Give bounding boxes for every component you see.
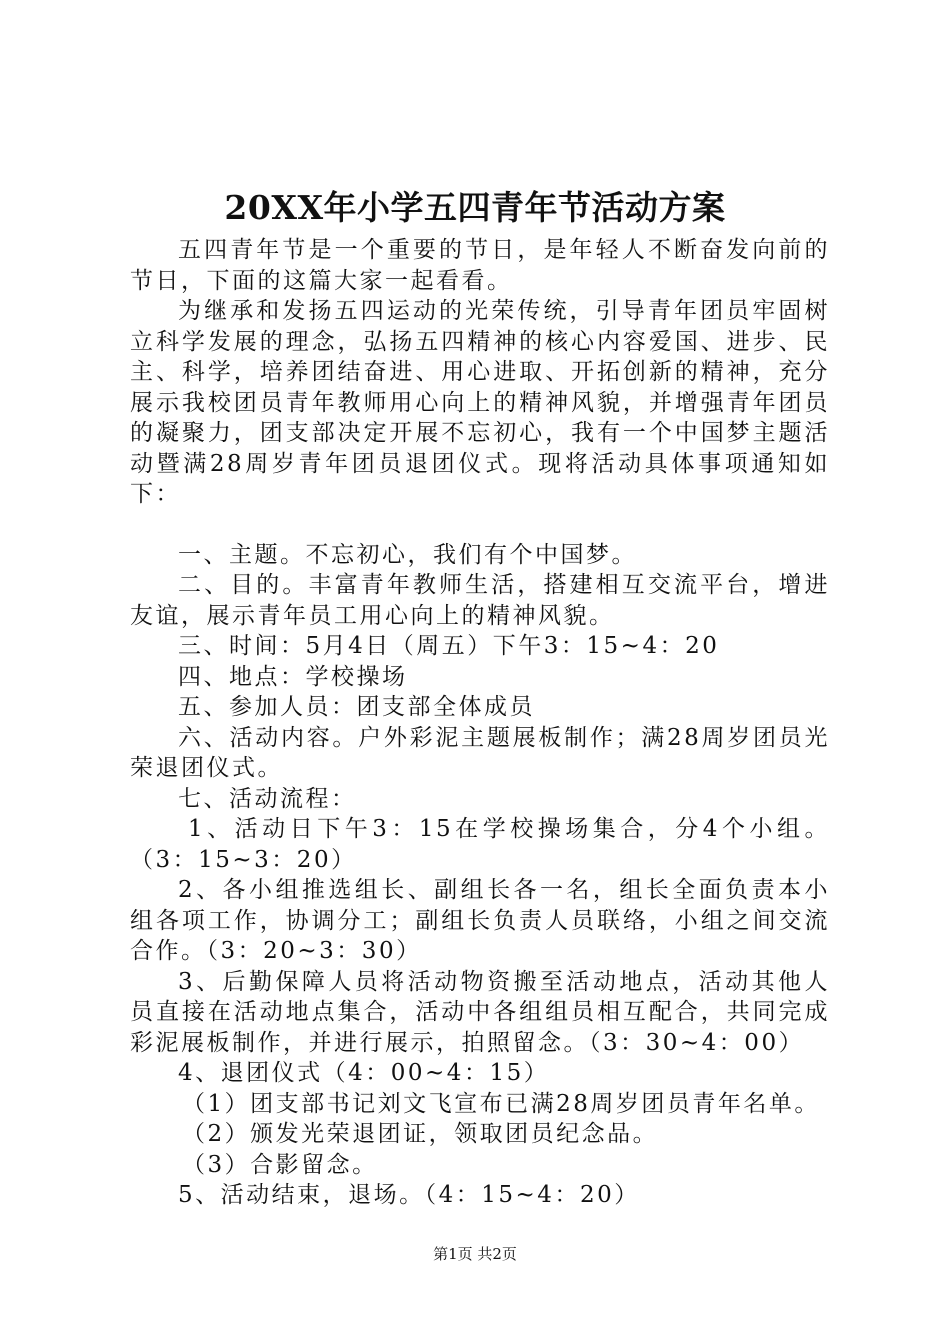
participants-item: 五、参加人员：团支部全体成员 bbox=[178, 694, 535, 720]
content-item: 六、活动内容。户外彩泥主题展板制作；满28周岁团员光荣退团仪式。 bbox=[130, 724, 830, 781]
document-body bbox=[130, 235, 830, 1211]
document-title: 20XX年小学五四青年节活动方案 bbox=[224, 188, 726, 227]
time-item: 三、时间：5月4日（周五）下午3：15~4：20 bbox=[178, 633, 720, 659]
paragraph-spacer bbox=[130, 510, 830, 540]
process-heading: 七、活动流程： bbox=[178, 785, 357, 812]
ceremony-step-3: （3）合影留念。 bbox=[182, 1151, 378, 1178]
intro-paragraph: 五四青年节是一个重要的节日，是年轻人不断奋发向前的节日，下面的这篇大家一起看看。 bbox=[130, 237, 830, 294]
process-step-3: 3、后勤保障人员将活动物资搬至活动地点，活动其他人员直接在活动地点集合，活动中各组组员相互配合，共同完成彩泥展板制作，并进行展示，拍照留念。（3：30~4：00） bbox=[130, 968, 830, 1056]
purpose-paragraph: 为继承和发扬五四运动的光荣传统，引导青年团员牢固树立科学发展的理念，弘扬五四精神的核心内容爱国、进步、民主、科学，培养团结奋进、用心进取、开拓创新的精神，充分展示我校团员青年教师用心向上的精神风貌，并增强青年团员的凝聚力，团支部决定开展不忘初心，我有一个中国梦主题活动暨满28周岁青年团员退团仪式。现将活动具体事项通知如下： bbox=[130, 298, 830, 507]
process-step-4: 4、退团仪式（4：00~4：15） bbox=[178, 1060, 550, 1086]
page-number: 第1页 共2页 bbox=[433, 1245, 517, 1263]
theme-item: 一、主题。不忘初心，我们有个中国梦。 bbox=[178, 541, 637, 568]
ceremony-step-1: （1）团支部书记刘文飞宣布已满28周岁团员青年名单。 bbox=[182, 1090, 820, 1117]
goal-item: 二、目的。丰富青年教师生活，搭建相互交流平台，增进友谊，展示青年员工用心向上的精神风貌。 bbox=[130, 572, 830, 629]
ceremony-step-2: （2）颁发光荣退团证，领取团员纪念品。 bbox=[182, 1121, 659, 1147]
process-step-5: 5、活动结束，退场。（4：15~4：20） bbox=[178, 1182, 640, 1208]
process-step-1: 1、活动日下午3：15在学校操场集合，分4个小组。（3：15~3：20） bbox=[130, 816, 830, 873]
location-item: 四、地点：学校操场 bbox=[178, 663, 408, 690]
process-step-2: 2、各小组推选组长、副组长各一名，组长全面负责本小组各项工作，协调分工；副组长负责人员联络，小组之间交流合作。（3：20~3：30） bbox=[130, 877, 830, 964]
